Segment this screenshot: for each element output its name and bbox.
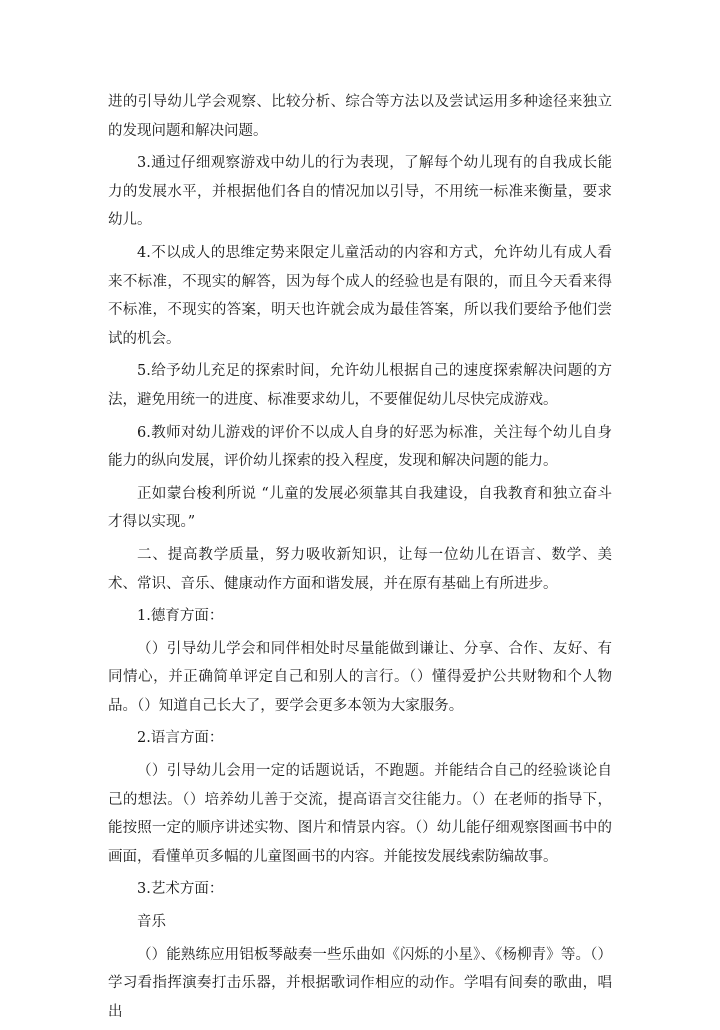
paragraph-4: 5.给予幼儿充足的探索时间，允许幼儿根据自己的速度探索解决问题的方法，避免用统一的进度、标准要求幼儿，不要催促幼儿尽快完成游戏。 bbox=[108, 363, 612, 408]
quote-paragraph: 正如蒙台梭利所说 “儿童的发展必须靠其自我建设，自我教育和独立奋斗才得以实现。” bbox=[108, 485, 612, 531]
paragraph-2: 3.通过仔细观察游戏中幼儿的行为表现，了解每个幼儿现有的自我成长能力的发展水平，并根据他们各自的情况加以引导，不用统一标准来衡量，要求幼儿。 bbox=[108, 155, 612, 229]
music-paragraph: （）能熟练应用铝板琴敲奏一些乐曲如《闪烁的小星》、《杨柳青》等。（）学习看指挥演奏打击乐器，并根据歌词作相应的动作。学唱有间奏的歌曲，唱出 bbox=[108, 946, 612, 1020]
art-heading: 3.艺术方面： bbox=[137, 881, 224, 898]
paragraph-5: 6.教师对幼儿游戏的评价不以成人自身的好恶为标准，关注每个幼儿自身能力的纵向发展，评价幼儿探索的投入程度，发现和解决问题的能力。 bbox=[108, 424, 612, 470]
moral-education-paragraph: （）引导幼儿学会和同伴相处时尽量能做到谦让、分享、合作、友好、有同情心，并正确简单评定自己和别人的言行。（）懂得爱护公共财物和个人物品。（）知道自己长大了，要学会更多本领为大家服务。 bbox=[108, 640, 612, 714]
section-two-heading-paragraph: 二、提高教学质量，努力吸收新知识，让每一位幼儿在语言、数学、美术、常识、音乐、健康动作方面和谐发展，并在原有基础上有所进步。 bbox=[108, 546, 612, 592]
language-paragraph: （）引导幼儿会用一定的话题说话，不跑题。并能结合自己的经验谈论自己的想法。（）培养幼儿善于交流，提高语言交往能力。（）在老师的指导下，能按照一定的顺序讲述实物、图片和情景内容。（）幼儿能仔细观察图画书中的画面，看懂单页多幅的儿童图画书的内容。并能按发展线索防编故事。 bbox=[108, 763, 612, 865]
music-subheading: 音乐 bbox=[137, 914, 166, 931]
paragraph-3: 4.不以成人的思维定势来限定儿童活动的内容和方式，允许幼儿有成人看来不标准，不现实的解答，因为每个成人的经验也是有限的，而且今天看来得不标准，不现实的答案，明天也许就会成为最佳答案，所以我们要给予他们尝试的机会。 bbox=[108, 244, 612, 347]
language-heading: 2.语言方面： bbox=[137, 730, 224, 747]
document-body bbox=[108, 88, 612, 1030]
paragraph-1: 进的引导幼儿学会观察、比较分析、综合等方法以及尝试运用多种途径来独立的发现问题和解决问题。 bbox=[108, 94, 612, 139]
moral-education-heading: 1.德育方面： bbox=[137, 608, 224, 625]
